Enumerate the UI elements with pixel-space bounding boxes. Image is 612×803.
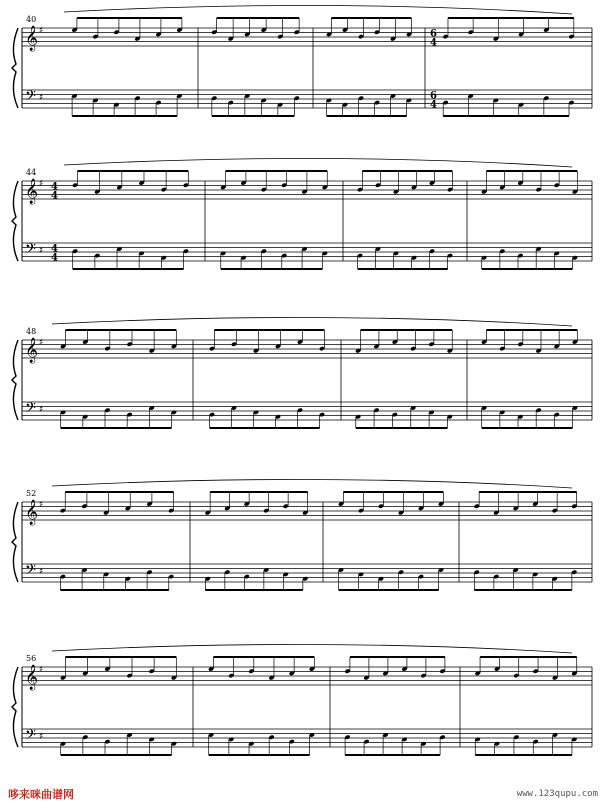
treble-time-signature-denominator: 4 xyxy=(51,190,58,202)
bass-time-signature-numerator: 6 xyxy=(430,90,437,102)
system-3 xyxy=(12,317,592,428)
key-signature-sharp-icon: ♯ xyxy=(39,732,44,742)
key-signature-sharp-icon: ♯ xyxy=(39,405,44,415)
measure-number: 56 xyxy=(26,654,37,663)
site-url[interactable]: www.123qupu.com xyxy=(516,789,598,799)
phrase-slur xyxy=(52,479,572,488)
bass-time-signature-numerator: 4 xyxy=(51,243,58,255)
key-signature-sharp-icon: ♯ xyxy=(39,93,44,103)
key-signature-sharp-icon: ♯ xyxy=(39,246,44,256)
system-2 xyxy=(12,158,592,269)
bass-clef-icon: 𝄢 xyxy=(25,88,36,108)
treble-clef-icon: 𝄞 xyxy=(25,665,39,690)
bass-time-signature-denominator: 4 xyxy=(430,99,437,111)
key-signature-sharp-icon: ♯ xyxy=(39,338,44,348)
key-signature-sharp-icon: ♯ xyxy=(39,500,44,510)
treble-clef-icon: 𝄞 xyxy=(25,179,39,204)
bass-clef-icon: 𝄢 xyxy=(25,727,36,747)
key-signature-sharp-icon: ♯ xyxy=(39,26,44,36)
measure-number: 48 xyxy=(26,327,37,336)
measure-number: 40 xyxy=(26,15,37,24)
brace xyxy=(12,28,18,108)
treble-clef-icon: 𝄞 xyxy=(25,26,39,51)
treble-time-signature-denominator: 4 xyxy=(430,37,437,49)
bass-clef-icon: 𝄢 xyxy=(25,400,36,420)
system-1 xyxy=(12,5,592,116)
brace xyxy=(12,667,18,747)
system-4 xyxy=(12,479,592,590)
phrase-slur xyxy=(52,317,572,326)
key-signature-sharp-icon: ♯ xyxy=(39,567,44,577)
bass-time-signature-denominator: 4 xyxy=(51,252,58,264)
system-5 xyxy=(12,644,592,755)
treble-clef-icon: 𝄞 xyxy=(25,338,39,363)
brace xyxy=(12,502,18,582)
treble-time-signature-numerator: 4 xyxy=(51,181,58,193)
phrase-slur xyxy=(64,5,572,14)
site-name: 哆来咪曲谱网 xyxy=(8,788,74,801)
measure-number: 52 xyxy=(26,489,37,498)
brace xyxy=(12,181,18,261)
treble-clef-icon: 𝄞 xyxy=(25,500,39,525)
key-signature-sharp-icon: ♯ xyxy=(39,179,44,189)
brace xyxy=(12,340,18,420)
bass-clef-icon: 𝄢 xyxy=(25,241,36,261)
bass-clef-icon: 𝄢 xyxy=(25,562,36,582)
phrase-slur xyxy=(52,644,572,653)
phrase-slur xyxy=(64,158,572,167)
measure-number: 44 xyxy=(26,168,37,177)
treble-time-signature-numerator: 6 xyxy=(430,28,437,40)
key-signature-sharp-icon: ♯ xyxy=(39,665,44,675)
